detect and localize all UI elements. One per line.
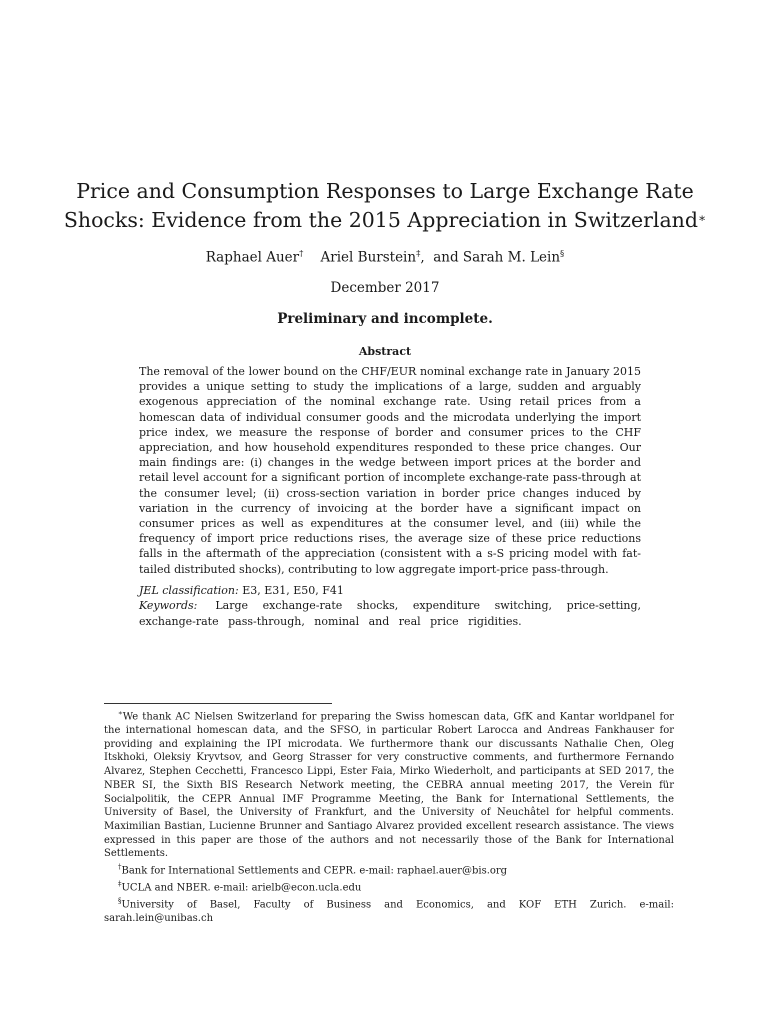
footnote-rule xyxy=(104,703,332,704)
footnote-text: UCLA and NBER. e-mail: arielb@econ.ucla.edu xyxy=(121,882,362,894)
abstract-heading: Abstract xyxy=(358,345,412,358)
title-line-1: Price and Consumption Responses to Large Exchange Rate xyxy=(76,179,694,203)
title-line-2: Shocks: Evidence from the 2015 Appreciation in Switzerland xyxy=(63,208,699,232)
jel-label: JEL classification: xyxy=(139,584,239,597)
author-name: Raphael Auer xyxy=(205,249,300,266)
footnote-text: Bank for International Settlements and CEPR. e-mail: raphael.auer@bis.org xyxy=(121,865,508,877)
footnote-mark: ∗ xyxy=(118,709,123,717)
footnote-lein xyxy=(104,895,674,926)
jel-classification xyxy=(139,583,641,598)
author-list: Raphael Auer† Ariel Burstein‡, and Sarah M. Lein§ xyxy=(205,249,565,266)
status-note: Preliminary and incomplete. xyxy=(277,311,493,327)
paper-title xyxy=(60,177,710,235)
author-name: Ariel Burstein xyxy=(320,249,417,266)
footnote-text: We thank AC Nielsen Switzerland for preparing the Swiss homescan data, GfK and Kantar worldpanel for the international homescan data, and the SFSO, in particular Robert Larocca and Andreas Fankhauser for providing and explaining the IPI microdata. We furthermore thank our discussants Nathalie Chen, Oleg Itskhoki, Oleksiy Kryvtsov, and Georg Strasser for very constructive comments, and furthermore Fernando Alvarez, Stephen Cecchetti, Francesco Lippi, Ester Faia, Mirko Wiederholt, and participants at SED 2017, the NBER SI, the Sixth BIS Research Network meeting, the CEBRA annual meeting 2017, the Verein für Socialpolitik, the CEPR Annual IMF Programme Meeting, the Bank for International Settlements, the University of Basel, the University of Frankfurt, and the University of Neuchâtel for helpful comments. Maximilian Bastian, Lucienne Brunner and Santiago Alvarez provided excellent research assistance. The views expressed in this paper are those of the authors and not necessarily those of the Bank for International Settlements. xyxy=(104,711,674,860)
keywords-text: Large exchange-rate shocks, expenditure switching, price-setting, exchange-rate pass-through, nominal and real price rigidities. xyxy=(139,599,641,628)
footnote-text: University of Basel, Faculty of Business and Economics, and KOF ETH Zurich. e-mail: sarah.lein@unibas.ch xyxy=(104,899,674,925)
footnote-mark: ‡ xyxy=(118,880,122,889)
keywords-label: Keywords: xyxy=(139,599,198,612)
footnotes xyxy=(104,707,674,926)
author-footnote-mark: § xyxy=(560,249,565,259)
keywords xyxy=(139,598,641,629)
footnote-mark: § xyxy=(118,897,122,906)
title-footnote-mark: ∗ xyxy=(698,211,707,225)
abstract-text: The removal of the lower bound on the CHF/EUR nominal exchange rate in January 2015 provides a unique setting to study the implications of a large, sudden and arguably exogenous appreciation of the nominal exchange rate. Using retail prices from a homescan data of individual consumer goods and the microdata underlying the import price index, we measure the response of border and consumer prices to the CHF appreciation, and how household expenditures responded to these price changes. Our main findings are: (i) changes in the wedge between import prices at the border and retail level account for a significant portion of incomplete exchange-rate pass-through at the consumer level; (ii) cross-section variation in border price changes induced by variation in the currency of invoicing at the border have a significant impact on consumer prices as well as expenditures at the consumer level, and (iii) while the frequency of import price reductions rises, the average size of these price reductions falls in the aftermath of the appreciation (consistent with a s-S pricing model with fat-tailed distributed shocks), contributing to low aggregate import-price pass-through. xyxy=(139,365,641,576)
footnote-mark: † xyxy=(118,863,122,872)
jel-codes: E3, E31, E50, F41 xyxy=(242,584,344,597)
footnote-burstein xyxy=(104,878,674,895)
footnote-auer xyxy=(104,861,674,878)
author-footnote-mark: † xyxy=(299,249,304,259)
footnote-acknowledgements xyxy=(104,707,674,861)
author-name: and Sarah M. Lein xyxy=(433,249,561,266)
paper-date: December 2017 xyxy=(330,280,440,296)
author-footnote-mark: ‡ xyxy=(416,249,421,259)
